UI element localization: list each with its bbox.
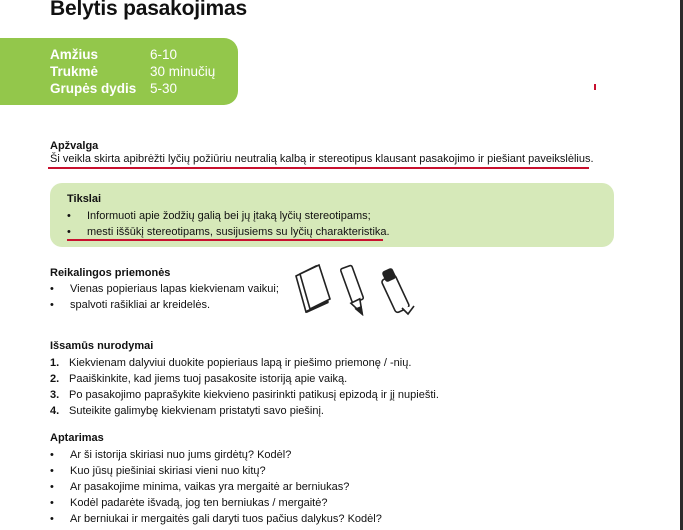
materials-heading: Reikalingos priemonės (50, 267, 171, 279)
info-label: Grupės dydis (50, 81, 137, 96)
info-label: Trukmė (50, 64, 99, 79)
bullet: • (50, 299, 54, 311)
step-number: 2. (50, 373, 60, 385)
info-label: Amžius (50, 47, 99, 62)
goals-box (50, 183, 614, 247)
discussion-text: Kuo jūsų piešiniai skiriasi vieni nuo kitų? (70, 465, 266, 477)
paper-stack-icon (296, 265, 330, 312)
step-text: Po pasakojimo paprašykite kiekvieno pasirinkti patikusį epizodą ir jį nupiešti. (69, 389, 439, 401)
discussion-text: Ar ši istorija skiriasi nuo jums girdėtų? Kodėl? (70, 449, 292, 461)
marker-icon (381, 268, 414, 314)
info-value: 5-30 (150, 81, 178, 96)
overview-underline (48, 167, 589, 169)
step-number: 1. (50, 357, 60, 369)
bullet: • (50, 283, 54, 295)
goal-text: mesti iššūkį stereotipams, susijusiems su lyčių charakteristika. (87, 226, 390, 238)
goal-text: Informuoti apie žodžių galią bei jų įtaką lyčių stereotipams; (87, 210, 371, 222)
info-value: 6-10 (150, 47, 178, 62)
step-number: 3. (50, 389, 60, 401)
bullet: • (50, 513, 54, 525)
bullet: • (50, 449, 54, 461)
overview-heading: Apžvalga (50, 140, 99, 152)
discussion-heading: Aptarimas (50, 432, 104, 444)
step-text: Suteikite galimybę kiekvienam pristatyti savo piešinį. (69, 405, 324, 417)
materials-illustration (290, 262, 432, 320)
step-text: Kiekvienam dalyviui duokite popieriaus lapą ir piešimo priemonę / -nių. (69, 357, 412, 369)
bullet: • (67, 210, 71, 222)
instructions-heading: Išsamūs nurodymai (50, 340, 154, 352)
red-mark (594, 84, 596, 90)
overview-text: Ši veikla skirta apibrėžti lyčių požiūriu neutralią kalbą ir stereotipus klausant pasakojimo ir piešiant paveikslėlius. (50, 153, 594, 165)
discussion-text: Ar berniukai ir mergaitės gali daryti tuos pačius dalykus? Kodėl? (70, 513, 382, 525)
material-text: Vienas popieriaus lapas kiekvienam vaikui; (70, 283, 279, 295)
discussion-text: Kodėl padarėte išvadą, jog ten berniukas / mergaitė? (70, 497, 328, 509)
goal-underline (67, 239, 383, 241)
bullet: • (50, 481, 54, 493)
page-title: Belytis pasakojimas (50, 0, 247, 20)
bullet: • (67, 226, 71, 238)
step-text: Paaiškinkite, kad jiems tuoj pasakosite istoriją apie vaiką. (69, 373, 348, 385)
pencil-icon (340, 265, 364, 314)
goals-heading: Tikslai (67, 193, 102, 205)
material-text: spalvoti rašikliai ar kreidelės. (70, 299, 210, 311)
bullet: • (50, 465, 54, 477)
discussion-text: Ar pasakojime minima, vaikas yra mergaitė ar berniukas? (70, 481, 350, 493)
info-box (0, 38, 238, 105)
info-value: 30 minučių (150, 64, 216, 79)
bullet: • (50, 497, 54, 509)
step-number: 4. (50, 405, 60, 417)
